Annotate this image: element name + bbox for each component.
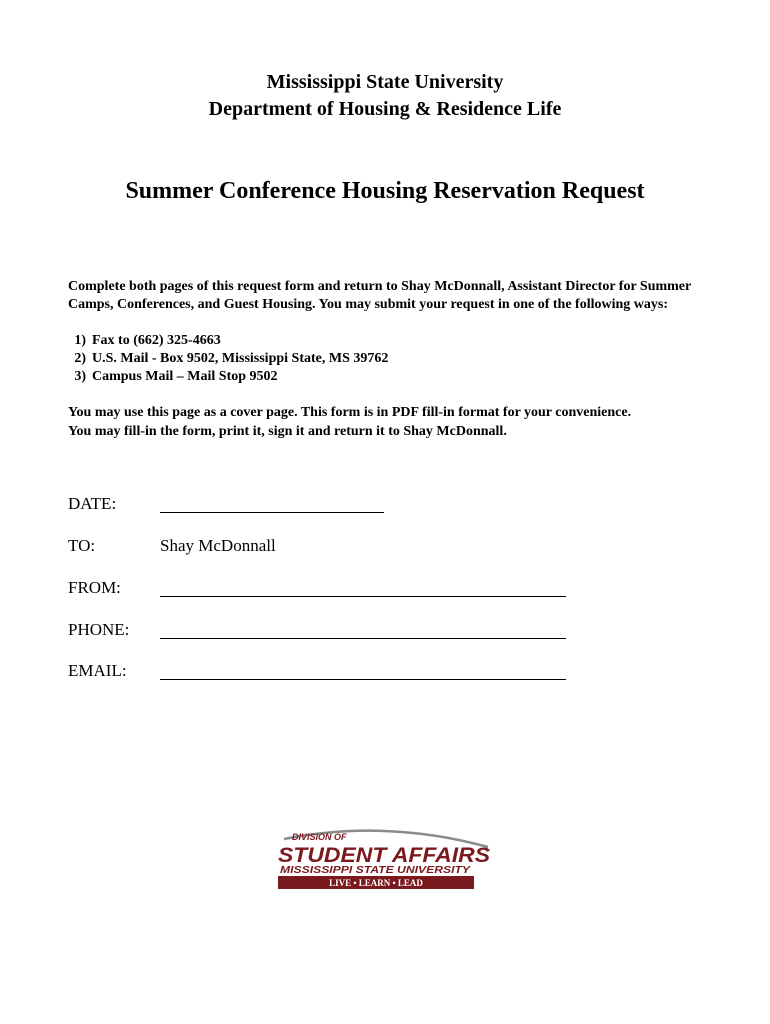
email-label: EMAIL: — [68, 661, 127, 680]
list-number: 1) — [74, 333, 86, 348]
department-name: Department of Housing & Residence Life — [208, 98, 562, 120]
from-label: FROM: — [68, 578, 121, 597]
page-title: Summer Conference Housing Reservation Request — [125, 178, 645, 204]
date-field[interactable] — [160, 512, 384, 513]
cover-page-note — [68, 403, 718, 441]
logo-division-text: DIVISION OF — [292, 832, 347, 842]
list-number: 2) — [74, 351, 86, 366]
to-value: Shay McDonnall — [160, 536, 276, 555]
list-number: 3) — [74, 369, 86, 384]
logo-name-text: STUDENT AFFAIRS — [278, 844, 490, 867]
logo-tagline-text: LIVE • LEARN • LEAD — [329, 878, 423, 888]
phone-field[interactable] — [160, 638, 566, 639]
date-row — [68, 494, 588, 520]
student-affairs-logo — [276, 825, 496, 890]
list-item — [68, 332, 388, 350]
logo-school-text: MISSISSIPPI STATE UNIVERSITY — [280, 865, 472, 876]
intro-paragraph: Complete both pages of this request form and return to Shay McDonnall, Assistant Director for Summer Camps, Conferences, and Guest Housing. You may submit your request in one of the following ways: — [68, 279, 691, 312]
from-row — [68, 578, 588, 604]
from-field[interactable] — [160, 596, 566, 597]
to-label: TO: — [68, 536, 96, 555]
list-item — [68, 350, 388, 368]
university-name: Mississippi State University — [266, 71, 504, 93]
submission-methods-list — [68, 332, 388, 386]
to-row — [68, 536, 588, 562]
date-label: DATE: — [68, 494, 117, 513]
email-row — [68, 661, 588, 687]
list-item — [68, 368, 388, 386]
email-field[interactable] — [160, 679, 566, 680]
list-text: Campus Mail – Mail Stop 9502 — [92, 369, 278, 384]
phone-row — [68, 620, 588, 646]
list-text: Fax to (662) 325-4663 — [92, 333, 221, 348]
note-line: You may fill-in the form, print it, sign it and return it to Shay McDonnall. — [68, 424, 507, 439]
note-line: You may use this page as a cover page. This form is in PDF fill-in format for your convenience. — [68, 405, 632, 420]
list-text: U.S. Mail - Box 9502, Mississippi State, MS 39762 — [92, 351, 389, 366]
phone-label: PHONE: — [68, 620, 130, 639]
